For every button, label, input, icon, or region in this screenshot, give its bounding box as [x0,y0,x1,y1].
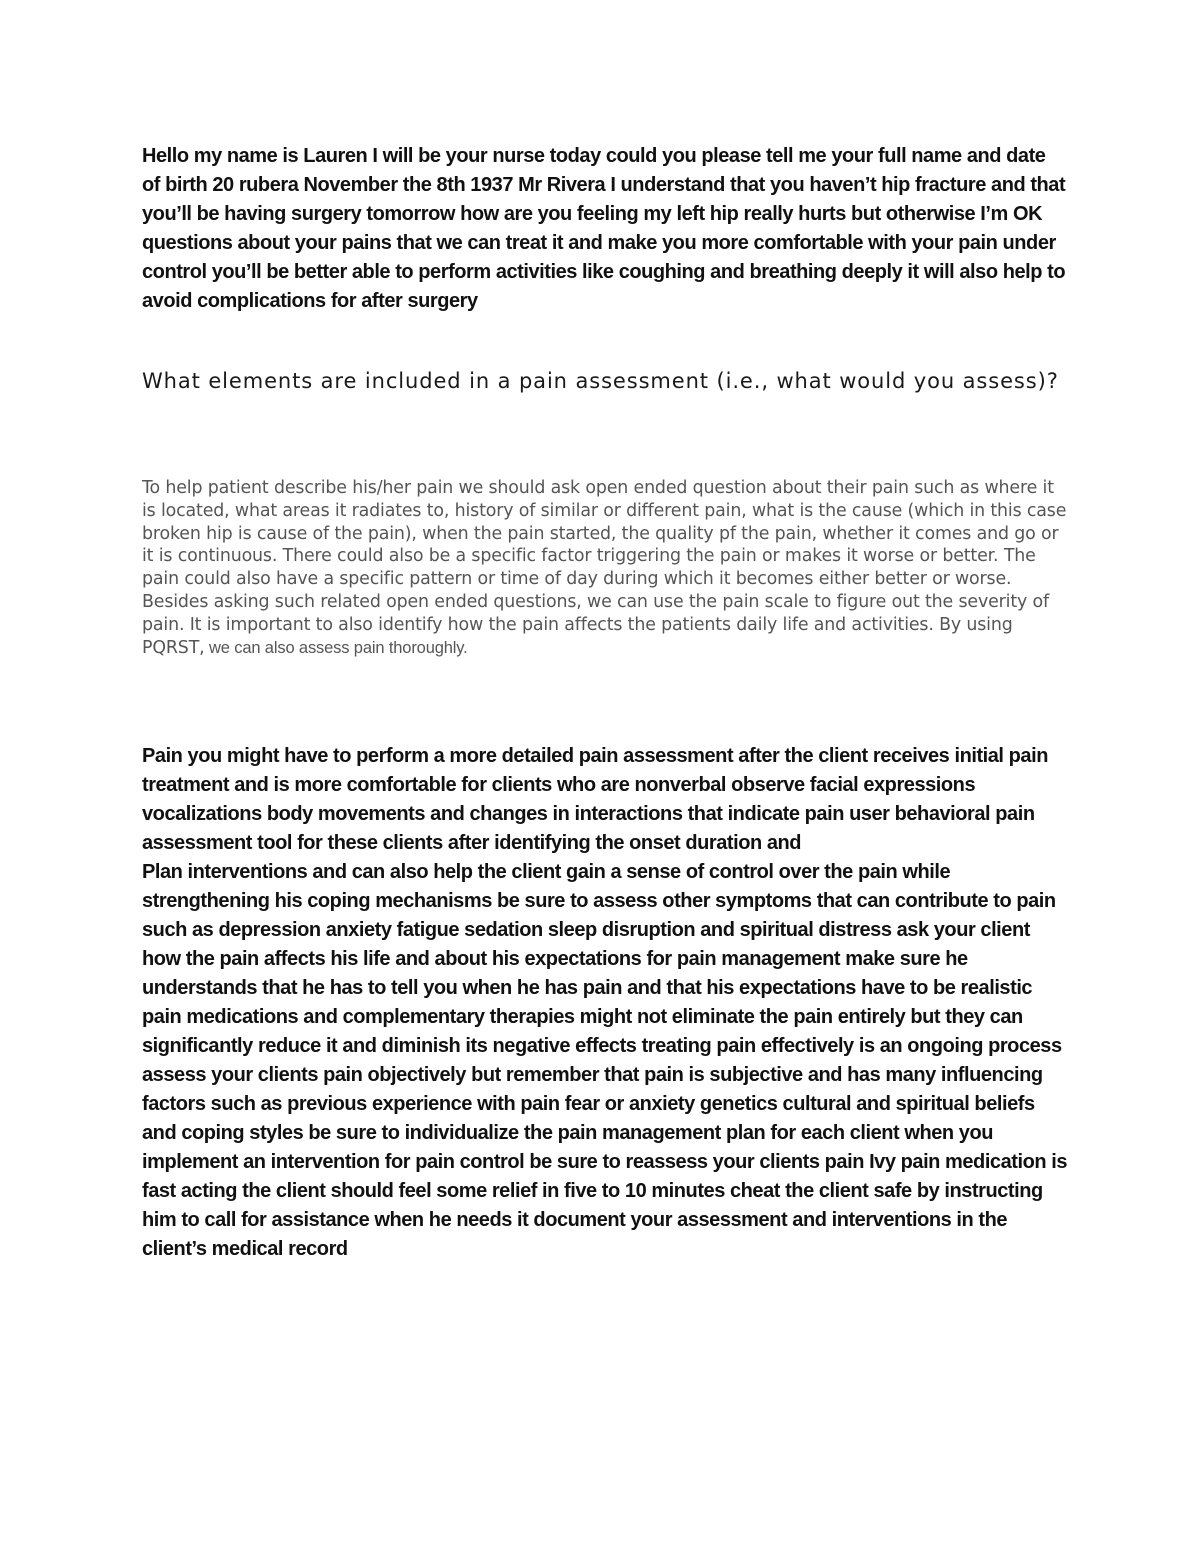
question-heading: What elements are included in a pain assessment (i.e., what would you assess)? [142,369,1059,393]
answer-tail: we can also assess pain thoroughly. [204,638,468,657]
intro-paragraph: Hello my name is Lauren I will be your nurse today could you please tell me your full name and date of birth 20 rubera November the 8th 1937 Mr Rivera I understand that you haven’t hip fracture and that you’ll be having surgery tomorrow how are you feeling my left hip really hurts but otherwise I’m OK questions about your pains that we can treat it and make you more comfortable with your pain under control you’ll be better able to perform activities like coughing and breathing deeply it will also help to avoid complications for after surgery [142,145,1066,312]
notes-line-1: Pain you might have to perform a more detailed pain assessment after the client receives initial pain treatment and is more comfortable for clients who are nonverbal observe facial expressions vocalizations body movements and changes in interactions that indicate pain user behavioral pain assessment tool for these clients after identifying the onset duration and [142,745,1048,854]
notes-line-2: Plan interventions and can also help the client gain a sense of control over the pain while strengthening his coping mechanisms be sure to assess other symptoms that can contribute to pain such as depression anxiety fatigue sedation sleep disruption and spiritual distress ask your client how the pain affects his life and about his expectations for pain management make sure he understands that he has to tell you when he has pain and that his expectations have to be realistic pain medications and complementary therapies might not eliminate the pain entirely but they can significantly reduce it and diminish its negative effects treating pain effectively is an ongoing process assess your clients pain objectively but remember that pain is subjective and has many influencing factors such as previous experience with pain fear or anxiety genetics cultural and spiritual beliefs and coping styles be sure to individualize the pain management plan for each client when you implement an intervention for pain control be sure to reassess your clients pain Ivy pain medication is fast acting the client should feel some relief in five to 10 minutes cheat the client safe by instructing him to call for assistance when he needs it document your assessment and interventions in the client’s medical record [142,861,1068,1260]
answer-paragraph [142,477,1067,659]
notes-paragraph [142,742,1067,1264]
answer-body: To help patient describe his/her pain we should ask open ended question about their pain such as where it is located, what areas it radiates to, history of similar or different pain, what is the cause (which in this case broken hip is cause of the pain), when the pain started, the quality pf the pain, whether it comes and go or it is continuous. There could also be a specific factor triggering the pain or makes it worse or better. The pain could also have a specific pattern or time of day during which it becomes either better or worse. Besides asking such related open ended questions, we can use the pain scale to figure out the severity of pain. It is important to also identify how the pain affects the patients daily life and activities. By using PQRST, [142,478,1067,658]
